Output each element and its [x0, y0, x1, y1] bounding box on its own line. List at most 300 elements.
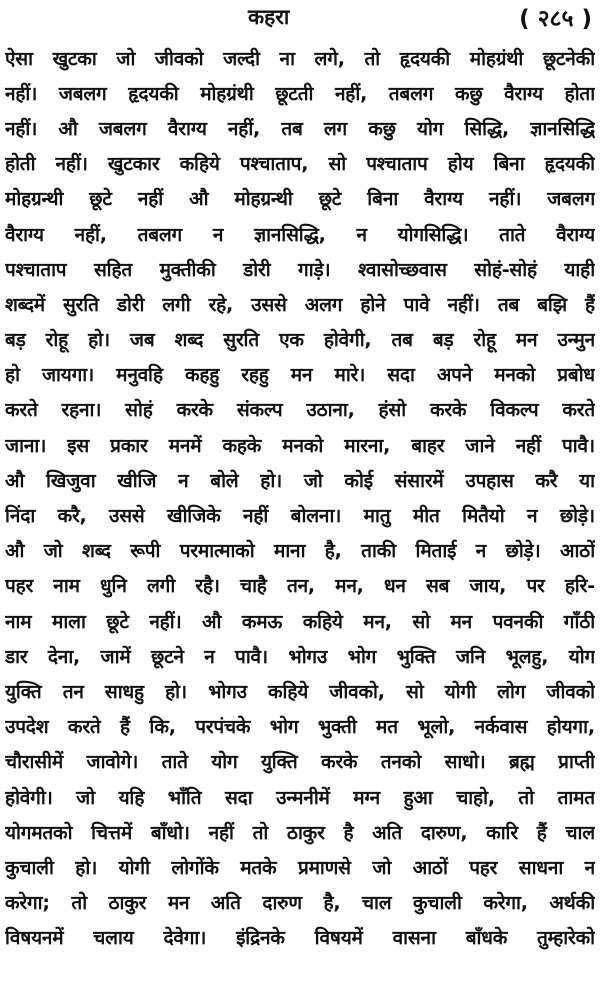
word: जनि	[455, 645, 486, 668]
word: पर	[526, 575, 545, 598]
word: जो	[303, 469, 323, 492]
word: छूटने	[150, 645, 184, 668]
word: संसारमें	[394, 469, 444, 492]
text-line	[5, 673, 595, 708]
word: मोहग्रन्थी	[5, 188, 64, 211]
word: गाँठी	[563, 610, 595, 633]
word: सदा	[225, 786, 253, 809]
word: लग	[323, 117, 348, 140]
word: सोहं	[125, 399, 153, 422]
text-line	[5, 885, 595, 920]
text-line	[5, 709, 595, 744]
word: पश्चाताप	[5, 258, 67, 281]
word: जो	[372, 856, 392, 879]
word: बिना	[493, 153, 525, 176]
word: सुरति	[223, 329, 260, 352]
word: पश्चाताप	[366, 153, 428, 176]
word: है	[343, 821, 354, 844]
word: छूटे	[318, 188, 342, 211]
word: मन,	[335, 575, 364, 598]
word: भोग	[347, 645, 377, 668]
word: कि,	[149, 716, 176, 739]
word: करै	[535, 469, 558, 492]
word: मुक्तीकी	[159, 258, 216, 281]
word: ठाकुर	[108, 892, 147, 915]
word: हो।	[260, 469, 283, 492]
word: शब्द	[81, 540, 111, 563]
word: न	[475, 540, 487, 563]
word: हो।	[165, 680, 187, 703]
word: तन	[62, 680, 84, 703]
word: साधना	[518, 856, 564, 879]
page-number: ( २८५ )	[519, 6, 592, 32]
word: करके	[429, 399, 467, 422]
page-header	[0, 0, 600, 40]
word: लगे,	[314, 47, 345, 70]
word: जीवको	[546, 680, 595, 703]
word: खीजि	[117, 469, 157, 492]
word: चाहो,	[456, 786, 495, 809]
word: नहीं,	[227, 117, 261, 140]
word: जाने	[465, 434, 495, 457]
word: चलाय	[93, 927, 134, 950]
word: नहीं।	[55, 153, 88, 176]
word: नाम	[53, 575, 80, 598]
word: संकल्प	[236, 399, 283, 422]
word: औ	[58, 117, 78, 140]
word: भुक्ती	[317, 716, 357, 739]
word: रहे,	[208, 293, 234, 316]
word: योग	[417, 117, 444, 140]
word: मिताई	[415, 540, 457, 563]
word: चाहै	[240, 575, 267, 598]
word: तामत	[557, 786, 595, 809]
word: जीवको,	[329, 680, 385, 703]
text-line	[5, 427, 595, 462]
word: मातु	[363, 505, 391, 528]
word: हृदयकी	[128, 82, 179, 105]
word: जब	[129, 329, 155, 352]
word: बिना	[367, 188, 399, 211]
body-text	[5, 40, 595, 955]
word: तन,	[286, 575, 315, 598]
word: तुम्हारेको	[537, 927, 595, 950]
word: होने	[360, 293, 386, 316]
word: नहीं	[208, 821, 234, 844]
word: मग्न	[353, 786, 380, 809]
word: जबलग	[547, 188, 595, 211]
word: औ	[5, 469, 25, 492]
text-line	[5, 216, 595, 251]
word: तनको	[380, 751, 422, 774]
word: बाहर	[411, 434, 445, 457]
word: खुटकार	[107, 153, 160, 176]
word: प्रबोध	[557, 364, 595, 387]
text-line	[5, 497, 595, 532]
word: लगी	[146, 575, 176, 598]
word: जीवको	[154, 47, 204, 70]
word: ज्ञानसिद्धि	[530, 117, 595, 140]
word: चाल	[565, 821, 595, 844]
word: रहहु	[241, 364, 269, 387]
word: बोलना।	[290, 505, 342, 528]
word: या	[579, 469, 595, 492]
word: शब्दमें	[5, 293, 45, 316]
word: मन	[290, 364, 313, 387]
word: रहना।	[61, 399, 102, 422]
word: छूटनेकी	[542, 47, 595, 70]
word: चाल	[361, 892, 392, 915]
word: कछु	[368, 117, 396, 140]
word: छोड़े।	[559, 505, 595, 528]
word: हैं	[536, 821, 547, 844]
text-line	[5, 357, 595, 392]
text-line	[5, 40, 595, 75]
word: कहिये	[268, 680, 309, 703]
word: वैराग्य	[504, 82, 543, 105]
word: न	[212, 223, 224, 246]
text-line	[5, 920, 595, 955]
word: पवनकी	[492, 610, 544, 633]
word: रोहू	[473, 329, 496, 352]
text-line	[5, 181, 595, 216]
text-line	[5, 533, 595, 568]
word: नहीं	[515, 434, 541, 457]
word: करेगा,	[483, 892, 528, 915]
word: हो।	[88, 329, 110, 352]
word: करके	[176, 399, 213, 422]
word: जबलग	[58, 82, 107, 105]
word: न	[204, 645, 215, 668]
word: न	[584, 856, 595, 879]
word: बड़	[432, 329, 454, 352]
word: हो	[5, 364, 20, 387]
word: करके	[320, 751, 358, 774]
word: विकल्प	[490, 399, 539, 422]
word: दारुण	[262, 892, 302, 915]
word: उपदेश	[5, 716, 49, 739]
word: बाँधके	[465, 927, 508, 950]
word: मनुवहि	[116, 364, 163, 387]
word: युक्ति	[260, 751, 298, 774]
word: दारुण,	[420, 821, 468, 844]
word: लोग	[497, 680, 526, 703]
word: प्रकार	[110, 434, 148, 457]
word: रूपी	[130, 540, 161, 563]
text-line	[5, 392, 595, 427]
word: तबलग	[388, 82, 434, 105]
word: तो	[71, 892, 87, 915]
word: होवेगी।	[5, 786, 53, 809]
word: अलग	[304, 293, 343, 316]
word: पावे	[403, 293, 430, 316]
word: जामें	[100, 645, 131, 668]
text-line	[5, 462, 595, 497]
word: मत	[376, 716, 398, 739]
word: रहै।	[195, 575, 220, 598]
word: हो।	[75, 856, 98, 879]
text-line	[5, 603, 595, 638]
word: धन	[383, 575, 406, 598]
word: कारि	[486, 821, 518, 844]
word: नहीं,	[334, 82, 368, 105]
word: खुटका	[52, 47, 97, 70]
word: सदा	[387, 364, 415, 387]
word: जो	[43, 540, 63, 563]
word: जो	[76, 786, 95, 809]
text-line	[5, 75, 595, 110]
word: जाय,	[469, 575, 507, 598]
word: लोगोंके	[171, 856, 219, 879]
word: पहर	[469, 856, 498, 879]
word: होवेगी,	[323, 329, 372, 352]
word: योगी	[444, 680, 476, 703]
word: तब	[281, 117, 303, 140]
word: कहहु	[184, 364, 220, 387]
word: इस	[67, 434, 89, 457]
word: साधहु	[104, 680, 144, 703]
word: बड़	[5, 329, 26, 352]
word: न	[356, 223, 367, 246]
word: मारना,	[344, 434, 391, 457]
word: योग	[568, 645, 595, 668]
word: ठाकुर	[286, 821, 325, 844]
word: वैराग्य	[556, 223, 595, 246]
text-line	[5, 638, 595, 673]
word: गाड़े।	[298, 258, 331, 281]
word: योगसिद्धि।	[397, 223, 469, 246]
word: भोगउ	[288, 645, 328, 668]
word: पावै।	[561, 434, 595, 457]
word: करै,	[57, 505, 87, 528]
word: युक्ति	[5, 680, 42, 703]
word: अति	[372, 821, 403, 844]
word: कछु	[454, 82, 483, 105]
text-line	[5, 744, 595, 779]
word: तो	[252, 821, 269, 844]
word: हरि-	[564, 575, 595, 598]
word: नहीं।	[5, 82, 38, 105]
word: मनको	[494, 364, 536, 387]
word: जो	[116, 47, 136, 70]
word: सो	[412, 610, 430, 633]
word: धुनि	[99, 575, 127, 598]
text-line	[5, 251, 595, 286]
word: बोले	[210, 469, 239, 492]
word: भोग	[269, 716, 299, 739]
word: मनको	[282, 434, 324, 457]
word: आठों	[412, 856, 448, 879]
word: नर्कवास	[474, 716, 528, 739]
word: छूटे	[106, 610, 129, 633]
word: होय	[447, 153, 474, 176]
word: आठों	[559, 540, 595, 563]
word: पश्चाताप,	[239, 153, 309, 176]
word: सो	[328, 153, 347, 176]
word: छोड़े।	[505, 540, 541, 563]
word: सब	[426, 575, 450, 598]
word: हुआ	[403, 786, 433, 809]
word: तो	[518, 786, 534, 809]
word: कुचाली	[5, 856, 54, 879]
word: खीजिके	[167, 505, 221, 528]
word: जबलग	[98, 117, 147, 140]
word: मन	[167, 892, 190, 915]
text-line	[5, 779, 595, 814]
word: औ	[189, 188, 209, 211]
word: मतके	[240, 856, 277, 879]
text-line	[5, 568, 595, 603]
word: ब्रह्म	[509, 751, 535, 774]
word: जल्दी	[223, 47, 260, 70]
word: हृदयकी	[544, 153, 595, 176]
word: करते	[5, 399, 38, 422]
word: होती	[5, 153, 36, 176]
word: मोहग्रंथी	[200, 82, 254, 105]
word: पावै।	[235, 645, 268, 668]
word: सुरति	[63, 293, 99, 316]
word: माना	[273, 540, 306, 563]
word: डोरी	[243, 258, 271, 281]
word: उपहास	[465, 469, 514, 492]
word: शब्द	[174, 329, 204, 352]
word: हैं	[120, 716, 130, 739]
word: भूलो,	[417, 716, 456, 739]
word: है,	[324, 540, 342, 563]
word: प्रमाणसे	[297, 856, 351, 879]
word: कहके	[222, 434, 262, 457]
word: ना	[279, 47, 295, 70]
word: देना,	[47, 645, 81, 668]
word: ज्ञानसिद्धि,	[253, 223, 326, 246]
word: मोहग्रन्थी	[234, 188, 293, 211]
word: नहीं।	[489, 188, 522, 211]
word: जावोगे।	[86, 751, 139, 774]
word: मनमें	[168, 434, 202, 457]
word: करते	[562, 399, 595, 422]
word: बाँधो।	[150, 821, 190, 844]
word: छूटती	[275, 82, 314, 105]
word: नहीं।	[5, 117, 38, 140]
word: है,	[323, 892, 341, 915]
word: भुक्ति	[396, 645, 436, 668]
word: छूटे	[89, 188, 112, 211]
word: नहीं	[243, 505, 269, 528]
word: याही	[564, 258, 595, 281]
word: मोहग्रंथी	[469, 47, 524, 70]
text-line	[5, 849, 595, 884]
text-line	[5, 286, 595, 321]
word: उन्मुन	[557, 329, 595, 352]
word: एक	[279, 329, 304, 352]
word: उन्मनीमें	[276, 786, 330, 809]
word: अति	[210, 892, 241, 915]
word: जायगा।	[41, 364, 95, 387]
word: निंदा	[5, 505, 36, 528]
word: बझि	[537, 293, 567, 316]
word: कहिये	[179, 153, 220, 176]
word: भूलहु,	[505, 645, 549, 668]
word: देवेगा।	[163, 927, 207, 950]
word: ताते	[499, 223, 526, 246]
word: जाना।	[5, 434, 47, 457]
word: होयगा,	[546, 716, 595, 739]
word: श्वासोच्छवास	[357, 258, 447, 281]
word: योगी	[118, 856, 150, 879]
word: औ	[202, 610, 222, 633]
word: तब	[497, 293, 520, 316]
word: विषयमें	[314, 927, 363, 950]
word: परमात्माको	[179, 540, 255, 563]
word: कमऊ	[241, 610, 283, 633]
text-line	[5, 322, 595, 357]
word: डार	[5, 645, 28, 668]
word: हंसो	[378, 399, 407, 422]
word: भाँति	[167, 786, 202, 809]
word: अपने	[436, 364, 473, 387]
word: ऐसा	[5, 47, 33, 70]
word: माला	[52, 610, 86, 633]
word: न	[178, 469, 189, 492]
word: पहर	[5, 575, 34, 598]
word: प्राप्ती	[558, 751, 595, 774]
word: तब	[391, 329, 413, 352]
word: तो	[364, 47, 381, 70]
word: खिजुवा	[46, 469, 96, 492]
word: नहीं,	[74, 223, 107, 246]
word: कोई	[344, 469, 373, 492]
word: करते	[67, 716, 101, 739]
word: योगमतको	[5, 821, 73, 844]
word: विषयनमें	[5, 927, 64, 950]
header-title: कहरा	[248, 5, 290, 29]
word: नहीं।	[447, 293, 480, 316]
word: मीत	[412, 505, 440, 528]
word: यहि	[118, 786, 145, 809]
word: लगी	[162, 293, 191, 316]
word: हैं	[585, 293, 595, 316]
word: डोरी	[116, 293, 145, 316]
word: न	[527, 505, 538, 528]
word: भोगउ	[208, 680, 247, 703]
word: परपंचके	[195, 716, 251, 739]
word: करेगा;	[5, 892, 50, 915]
word: उठाना,	[306, 399, 355, 422]
word: सोहं-सोहं	[474, 258, 537, 281]
word: तबलग	[137, 223, 183, 246]
word: वैराग्य	[424, 188, 463, 211]
word: होता	[564, 82, 595, 105]
word: सो	[405, 680, 424, 703]
word: साधो।	[444, 751, 486, 774]
word: सहित	[93, 258, 133, 281]
word: मन,	[363, 610, 392, 633]
word: ताते	[161, 751, 188, 774]
word: चौरासीमें	[5, 751, 64, 774]
text-line	[5, 146, 595, 181]
word: नहीं।	[149, 610, 182, 633]
word: इंद्रिनके	[236, 927, 285, 950]
word: चित्तमें	[91, 821, 133, 844]
word: मितैयो	[462, 505, 505, 528]
word: मन	[450, 610, 473, 633]
word: योग	[211, 751, 238, 774]
word: वैराग्य	[5, 223, 44, 246]
word: नाम	[5, 610, 32, 633]
word: उससे	[251, 293, 287, 316]
word: वासना	[392, 927, 436, 950]
text-line	[5, 110, 595, 145]
